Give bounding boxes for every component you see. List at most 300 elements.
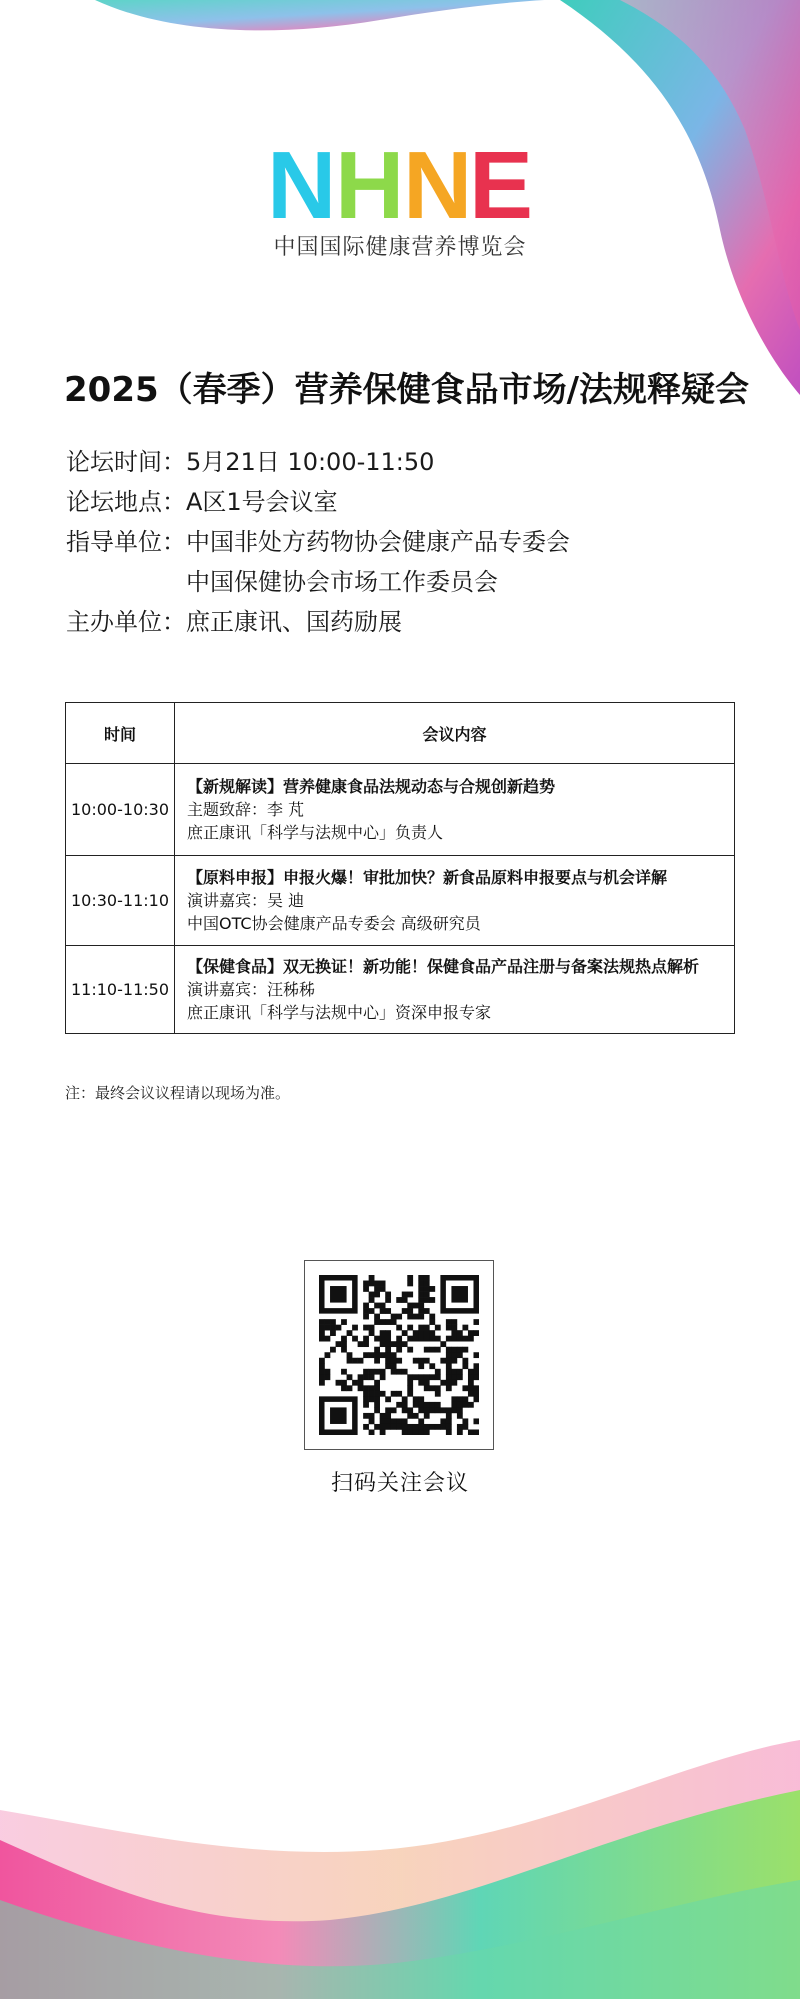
qr-module bbox=[385, 1308, 391, 1314]
qr-module bbox=[457, 1424, 463, 1430]
qr-module bbox=[396, 1314, 402, 1320]
qr-module bbox=[435, 1374, 441, 1380]
qr-module bbox=[435, 1385, 441, 1391]
session-title: 【保健食品】双无换证！新功能！保健食品产品注册与备案法规热点解析 bbox=[187, 957, 700, 976]
session-time: 11:10-11:50 bbox=[66, 946, 175, 1034]
qr-module bbox=[391, 1358, 397, 1364]
qr-module bbox=[435, 1424, 441, 1430]
qr-module bbox=[385, 1413, 391, 1419]
qr-module bbox=[418, 1292, 424, 1298]
qr-module bbox=[374, 1286, 380, 1292]
qr-module bbox=[407, 1380, 413, 1386]
table-row bbox=[66, 856, 735, 946]
qr-module bbox=[418, 1281, 424, 1287]
qr-module bbox=[380, 1308, 386, 1314]
qr-module bbox=[413, 1402, 419, 1408]
qr-module bbox=[429, 1319, 435, 1325]
qr-module bbox=[446, 1407, 452, 1413]
qr-module bbox=[424, 1292, 430, 1298]
qr-module bbox=[407, 1303, 413, 1309]
qr-module bbox=[457, 1369, 463, 1375]
qr-module bbox=[473, 1396, 479, 1402]
qr-module bbox=[369, 1325, 375, 1331]
qr-module bbox=[468, 1369, 474, 1375]
qr-module bbox=[429, 1424, 435, 1430]
qr-finder-inner bbox=[451, 1286, 468, 1303]
qr-module bbox=[385, 1330, 391, 1336]
qr-module bbox=[407, 1314, 413, 1320]
qr-module bbox=[358, 1358, 364, 1364]
qr-module bbox=[374, 1336, 380, 1342]
qr-module bbox=[391, 1363, 397, 1369]
qr-module bbox=[391, 1369, 397, 1375]
qr-module bbox=[440, 1341, 446, 1347]
qr-module bbox=[363, 1308, 369, 1314]
qr-module bbox=[435, 1369, 441, 1375]
qr-module bbox=[402, 1308, 408, 1314]
qr-module bbox=[352, 1380, 358, 1386]
qr-module bbox=[418, 1429, 424, 1435]
qr-module bbox=[407, 1424, 413, 1430]
qr-module bbox=[363, 1325, 369, 1331]
session-time: 10:00-10:30 bbox=[66, 764, 175, 856]
schedule-header-time: 时间 bbox=[66, 703, 175, 764]
qr-module bbox=[457, 1396, 463, 1402]
qr-module bbox=[363, 1391, 369, 1397]
qr-module bbox=[451, 1396, 457, 1402]
qr-module bbox=[440, 1358, 446, 1364]
qr-module bbox=[319, 1380, 325, 1386]
qr-module bbox=[402, 1424, 408, 1430]
qr-module bbox=[347, 1358, 353, 1364]
qr-module bbox=[330, 1325, 336, 1331]
schedule-header-content: 会议内容 bbox=[175, 703, 735, 764]
qr-module bbox=[374, 1402, 380, 1408]
qr-module bbox=[391, 1314, 397, 1320]
qr-module bbox=[341, 1341, 347, 1347]
qr-module bbox=[473, 1369, 479, 1375]
qr-module bbox=[451, 1407, 457, 1413]
qr-module bbox=[380, 1281, 386, 1287]
qr-module bbox=[413, 1413, 419, 1419]
qr-module bbox=[473, 1429, 479, 1435]
session-speaker: 演讲嘉宾：汪秭秭 bbox=[187, 980, 316, 999]
qr-module bbox=[462, 1325, 468, 1331]
qr-module bbox=[424, 1358, 430, 1364]
info-venue-label: 论坛地点： bbox=[66, 488, 186, 516]
qr-module bbox=[424, 1308, 430, 1314]
qr-module bbox=[396, 1418, 402, 1424]
qr-module bbox=[363, 1369, 369, 1375]
info-venue-value: A区1号会议室 bbox=[186, 488, 338, 516]
qr-module bbox=[407, 1407, 413, 1413]
qr-module bbox=[374, 1358, 380, 1364]
qr-module bbox=[385, 1336, 391, 1342]
logo-letter-n: N bbox=[267, 138, 337, 228]
qr-module bbox=[380, 1369, 386, 1375]
qr-module bbox=[374, 1303, 380, 1309]
qr-module bbox=[473, 1385, 479, 1391]
qr-module bbox=[380, 1424, 386, 1430]
session-speaker-role: 庶正康讯「科学与法规中心」负责人 bbox=[187, 823, 444, 842]
qr-module bbox=[413, 1330, 419, 1336]
qr-module bbox=[402, 1292, 408, 1298]
qr-module bbox=[341, 1347, 347, 1353]
qr-module bbox=[418, 1396, 424, 1402]
qr-module bbox=[374, 1281, 380, 1287]
qr-module bbox=[336, 1341, 342, 1347]
qr-module bbox=[402, 1341, 408, 1347]
qr-module bbox=[451, 1374, 457, 1380]
qr-module bbox=[325, 1325, 331, 1331]
qr-module bbox=[418, 1418, 424, 1424]
qr-module bbox=[319, 1319, 325, 1325]
qr-module bbox=[435, 1402, 441, 1408]
qr-module bbox=[424, 1330, 430, 1336]
qr-module bbox=[358, 1380, 364, 1386]
qr-module bbox=[468, 1402, 474, 1408]
qr-module bbox=[451, 1352, 457, 1358]
qr-module bbox=[402, 1396, 408, 1402]
qr-module bbox=[385, 1363, 391, 1369]
qr-module bbox=[451, 1358, 457, 1364]
qr-module bbox=[418, 1314, 424, 1320]
qr-module bbox=[418, 1330, 424, 1336]
qr-module bbox=[319, 1374, 325, 1380]
qr-module bbox=[457, 1352, 463, 1358]
qr-module bbox=[380, 1413, 386, 1419]
qr-module bbox=[374, 1396, 380, 1402]
qr-module bbox=[473, 1418, 479, 1424]
logo-letter-h: H bbox=[335, 138, 405, 228]
qr-module bbox=[407, 1281, 413, 1287]
qr-module bbox=[358, 1341, 364, 1347]
qr-finder-inner bbox=[330, 1286, 347, 1303]
qr-module bbox=[468, 1429, 474, 1435]
qr-module bbox=[418, 1325, 424, 1331]
schedule-table bbox=[65, 702, 735, 1034]
qr-module bbox=[363, 1396, 369, 1402]
qr-module bbox=[363, 1424, 369, 1430]
qr-module bbox=[374, 1347, 380, 1353]
qr-module bbox=[374, 1385, 380, 1391]
qr-module bbox=[424, 1281, 430, 1287]
qr-module bbox=[468, 1391, 474, 1397]
qr-module bbox=[424, 1297, 430, 1303]
qr-module bbox=[446, 1347, 452, 1353]
qr-module bbox=[363, 1374, 369, 1380]
info-indent bbox=[66, 562, 186, 602]
qr-module bbox=[380, 1319, 386, 1325]
qr-module bbox=[462, 1363, 468, 1369]
forum-info bbox=[66, 442, 570, 642]
qr-module bbox=[440, 1407, 446, 1413]
logo bbox=[0, 138, 800, 261]
qr-module bbox=[407, 1429, 413, 1435]
qr-module bbox=[429, 1385, 435, 1391]
qr-module bbox=[385, 1418, 391, 1424]
qr-module bbox=[418, 1424, 424, 1430]
qr-module bbox=[446, 1429, 452, 1435]
qr-module bbox=[429, 1297, 435, 1303]
logo-letter-n2: N bbox=[403, 138, 473, 228]
qr-module bbox=[347, 1374, 353, 1380]
qr-module bbox=[440, 1424, 446, 1430]
qr-module bbox=[424, 1402, 430, 1408]
logo-subtitle: 中国国际健康营养博览会 bbox=[273, 235, 527, 260]
qr-module bbox=[374, 1391, 380, 1397]
qr-module bbox=[325, 1352, 331, 1358]
qr-module bbox=[330, 1319, 336, 1325]
qr-module bbox=[446, 1352, 452, 1358]
qr-module bbox=[429, 1336, 435, 1342]
qr-module bbox=[380, 1286, 386, 1292]
qr-module bbox=[374, 1292, 380, 1298]
session-speaker: 主题致辞：李 芃 bbox=[187, 800, 305, 819]
qr-module bbox=[446, 1385, 452, 1391]
qr-module bbox=[446, 1325, 452, 1331]
qr-module bbox=[446, 1336, 452, 1342]
qr-module bbox=[380, 1303, 386, 1309]
qr-module bbox=[468, 1336, 474, 1342]
qr-module bbox=[347, 1385, 353, 1391]
qr-module bbox=[424, 1385, 430, 1391]
qr-module bbox=[413, 1336, 419, 1342]
qr-module bbox=[402, 1297, 408, 1303]
qr-module bbox=[336, 1380, 342, 1386]
qr-module bbox=[319, 1363, 325, 1369]
qr-module bbox=[429, 1374, 435, 1380]
qr-module bbox=[347, 1352, 353, 1358]
qr-module bbox=[319, 1325, 325, 1331]
session-speaker-role: 庶正康讯「科学与法规中心」资深申报专家 bbox=[187, 1003, 492, 1022]
info-host-value: 庶正康讯、国药励展 bbox=[186, 608, 402, 636]
qr-module bbox=[418, 1380, 424, 1386]
qr-module bbox=[363, 1336, 369, 1342]
logo-letter-e: E bbox=[469, 138, 534, 228]
qr-module bbox=[374, 1352, 380, 1358]
info-guide-row-2 bbox=[66, 562, 570, 602]
qr-module bbox=[402, 1402, 408, 1408]
nhne-logo-icon bbox=[265, 138, 535, 228]
qr-module bbox=[446, 1319, 452, 1325]
qr-module bbox=[352, 1336, 358, 1342]
session-speaker: 演讲嘉宾：吴 迪 bbox=[187, 891, 305, 910]
qr-module bbox=[413, 1314, 419, 1320]
qr-module bbox=[325, 1336, 331, 1342]
qr-module bbox=[396, 1341, 402, 1347]
qr-module bbox=[429, 1286, 435, 1292]
qr-module bbox=[457, 1402, 463, 1408]
qr-module bbox=[407, 1308, 413, 1314]
qr-module bbox=[369, 1297, 375, 1303]
qr-module bbox=[341, 1319, 347, 1325]
qr-module bbox=[451, 1336, 457, 1342]
qr-module bbox=[391, 1407, 397, 1413]
qr-module bbox=[446, 1363, 452, 1369]
qr-module bbox=[424, 1286, 430, 1292]
qr-module bbox=[369, 1418, 375, 1424]
qr-module bbox=[380, 1418, 386, 1424]
qr-module bbox=[407, 1391, 413, 1397]
qr-module bbox=[347, 1330, 353, 1336]
qr-module bbox=[468, 1385, 474, 1391]
qr-module bbox=[462, 1385, 468, 1391]
qr-module bbox=[385, 1407, 391, 1413]
session-title: 【新规解读】营养健康食品法规动态与合规创新趋势 bbox=[187, 777, 556, 796]
qr-module bbox=[391, 1391, 397, 1397]
qr-module bbox=[369, 1391, 375, 1397]
qr-module bbox=[413, 1396, 419, 1402]
qr-module bbox=[402, 1407, 408, 1413]
qr-module bbox=[319, 1336, 325, 1342]
qr-finder-inner bbox=[330, 1407, 347, 1424]
session-speaker-role: 中国OTC协会健康产品专委会 高级研究员 bbox=[187, 914, 481, 933]
qr-module bbox=[385, 1358, 391, 1364]
qr-module bbox=[429, 1314, 435, 1320]
qr-module bbox=[457, 1374, 463, 1380]
qr-module bbox=[380, 1352, 386, 1358]
qr-module bbox=[396, 1369, 402, 1375]
qr-module bbox=[473, 1352, 479, 1358]
qr-module bbox=[446, 1374, 452, 1380]
qr-module bbox=[418, 1275, 424, 1281]
qr-module bbox=[429, 1347, 435, 1353]
qr-module bbox=[319, 1330, 325, 1336]
qr-module bbox=[446, 1413, 452, 1419]
qr-module bbox=[462, 1402, 468, 1408]
qr-module bbox=[424, 1275, 430, 1281]
qr-module bbox=[380, 1391, 386, 1397]
info-guide-label: 指导单位： bbox=[66, 528, 186, 556]
qr-module bbox=[473, 1363, 479, 1369]
qr-module bbox=[341, 1385, 347, 1391]
qr-module bbox=[391, 1341, 397, 1347]
qr-module bbox=[446, 1358, 452, 1364]
qr-module bbox=[424, 1424, 430, 1430]
qr-module bbox=[385, 1319, 391, 1325]
qr-module bbox=[374, 1424, 380, 1430]
qr-module bbox=[435, 1391, 441, 1397]
qr-module bbox=[407, 1413, 413, 1419]
qr-module bbox=[473, 1374, 479, 1380]
qr-module bbox=[407, 1385, 413, 1391]
qr-module bbox=[336, 1325, 342, 1331]
qr-module bbox=[330, 1347, 336, 1353]
info-host-label: 主办单位： bbox=[66, 608, 186, 636]
qr-module bbox=[358, 1385, 364, 1391]
qr-module bbox=[380, 1374, 386, 1380]
qr-module bbox=[451, 1380, 457, 1386]
table-row bbox=[66, 764, 735, 856]
qr-module bbox=[369, 1369, 375, 1375]
qr-module bbox=[380, 1341, 386, 1347]
qr-module bbox=[446, 1369, 452, 1375]
qr-module bbox=[319, 1369, 325, 1375]
qr-module bbox=[418, 1297, 424, 1303]
qr-module bbox=[424, 1336, 430, 1342]
session-content bbox=[175, 856, 735, 946]
page-title: 2025（春季）营养保健食品市场/法规释疑会 bbox=[64, 370, 750, 410]
qr-module bbox=[330, 1330, 336, 1336]
qr-module bbox=[369, 1308, 375, 1314]
qr-module bbox=[451, 1347, 457, 1353]
qr-module bbox=[374, 1319, 380, 1325]
qr-module bbox=[407, 1275, 413, 1281]
qr-module bbox=[374, 1369, 380, 1375]
qr-module bbox=[418, 1286, 424, 1292]
qr-module bbox=[424, 1407, 430, 1413]
qr-module bbox=[402, 1418, 408, 1424]
qr-module bbox=[473, 1319, 479, 1325]
qr-module bbox=[363, 1303, 369, 1309]
qr-module bbox=[413, 1429, 419, 1435]
qr-module bbox=[369, 1385, 375, 1391]
qr-module bbox=[380, 1429, 386, 1435]
qr-module bbox=[451, 1330, 457, 1336]
qr-module bbox=[462, 1424, 468, 1430]
qr-module bbox=[407, 1292, 413, 1298]
qr-module bbox=[418, 1363, 424, 1369]
qr-module bbox=[418, 1303, 424, 1309]
qr-module bbox=[391, 1319, 397, 1325]
qr-module bbox=[435, 1325, 441, 1331]
qr-module bbox=[385, 1347, 391, 1353]
qr-module bbox=[451, 1402, 457, 1408]
info-guide-value-2: 中国保健协会市场工作委员会 bbox=[186, 568, 498, 596]
qr-module bbox=[396, 1347, 402, 1353]
qr-module bbox=[473, 1391, 479, 1397]
qr-module bbox=[363, 1281, 369, 1287]
qr-module bbox=[457, 1429, 463, 1435]
qr-module bbox=[457, 1407, 463, 1413]
qr-module bbox=[380, 1336, 386, 1342]
qr-module bbox=[413, 1358, 419, 1364]
qr-module bbox=[407, 1325, 413, 1331]
qr-module bbox=[413, 1374, 419, 1380]
qr-module bbox=[424, 1374, 430, 1380]
qr-module bbox=[385, 1396, 391, 1402]
qr-module bbox=[369, 1275, 375, 1281]
qr-module bbox=[341, 1369, 347, 1375]
qr-module bbox=[369, 1330, 375, 1336]
qr-module bbox=[407, 1336, 413, 1342]
session-content bbox=[175, 764, 735, 856]
qr-module bbox=[402, 1369, 408, 1375]
qr-module bbox=[369, 1413, 375, 1419]
qr-module bbox=[468, 1330, 474, 1336]
qr-module bbox=[358, 1374, 364, 1380]
qr-module bbox=[418, 1407, 424, 1413]
info-time-label: 论坛时间： bbox=[66, 448, 186, 476]
schedule-header-row bbox=[66, 703, 735, 764]
qr-module bbox=[374, 1380, 380, 1386]
qr-module bbox=[413, 1424, 419, 1430]
qr-module bbox=[473, 1330, 479, 1336]
qr-module bbox=[396, 1424, 402, 1430]
qr-module bbox=[396, 1336, 402, 1342]
info-guide-row bbox=[66, 522, 570, 562]
qr-module bbox=[319, 1358, 325, 1364]
qr-module bbox=[424, 1347, 430, 1353]
qr-module bbox=[413, 1303, 419, 1309]
qr-module bbox=[385, 1424, 391, 1430]
qr-module bbox=[385, 1297, 391, 1303]
qr-module bbox=[462, 1358, 468, 1364]
qr-module bbox=[440, 1418, 446, 1424]
qr-module bbox=[385, 1352, 391, 1358]
qr-code bbox=[304, 1260, 494, 1450]
